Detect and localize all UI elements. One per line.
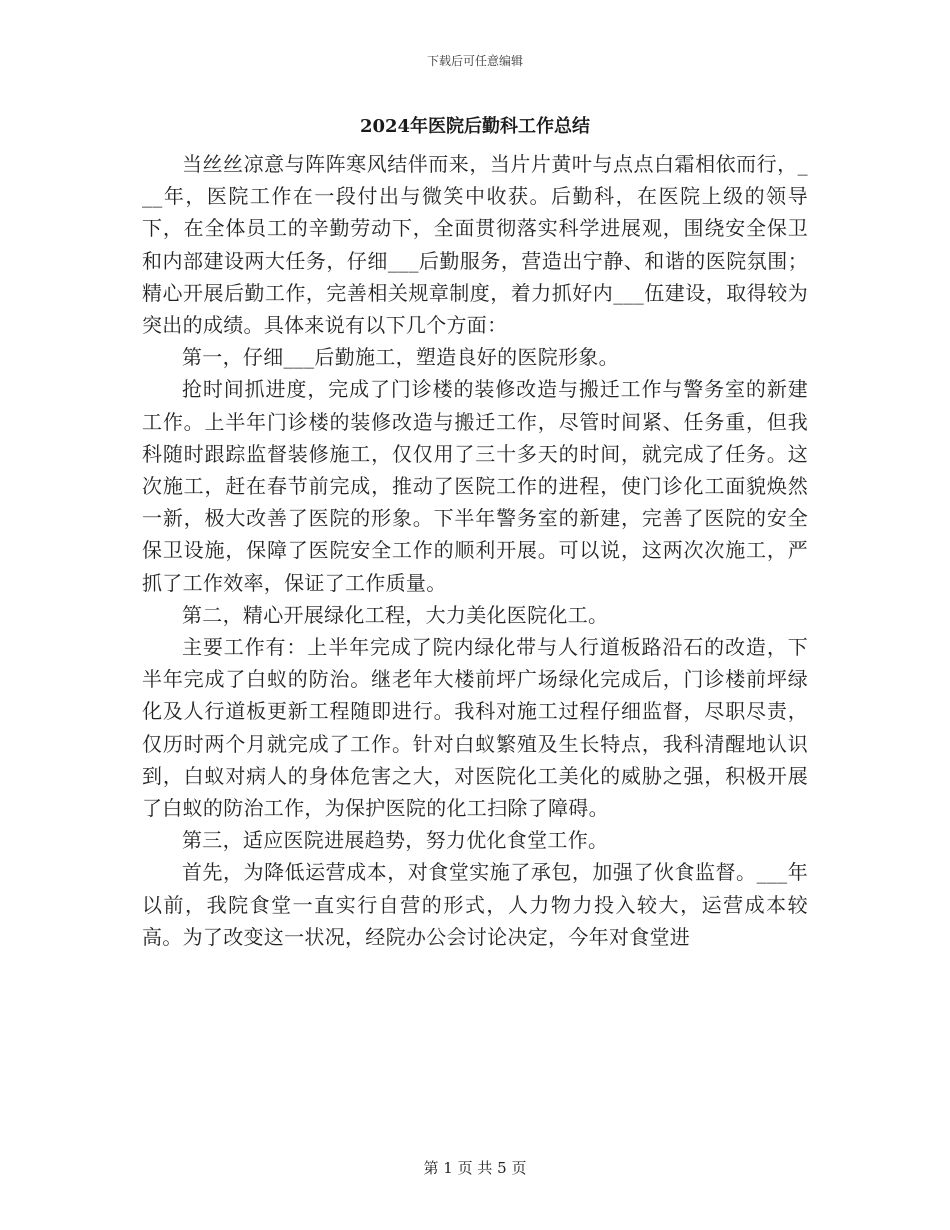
paragraph-section-1: 抢时间抓进度，完成了门诊楼的装修改造与搬迁工作与警务室的新建工作。上半年门诊楼的装修改造与搬迁工作，尽管时间紧、任务重，但我科随时跟踪监督装修施工，仅仅用了三十多天的时间，就完成了任务。这次施工，赶在春节前完成，推动了医院工作的进程，使门诊化工面貌焕然一新，极大改善了医院的形象。下半年警务室的新建，完善了医院的安全保卫设施，保障了医院安全工作的顺利开展。可以说，这两次次施工，严抓了工作效率，保证了工作质量。 xyxy=(142,377,808,595)
page-header-note: 下载后可任意编辑 xyxy=(426,54,523,68)
document-body xyxy=(142,148,808,953)
paragraph-intro: 当丝丝凉意与阵阵寒风结伴而来，当片片黄叶与点点白霜相依而行，___年，医院工作在一段付出与微笑中收获。后勤科，在医院上级的领导下，在全体员工的辛勤劳动下，全面贯彻落实科学进展观，围绕安全保卫和内部建设两大任务，仔细___后勤服务，营造出宁静、和谐的医院氛围；精心开展后勤工作，完善相关规章制度，着力抓好内___伍建设，取得较为突出的成绩。具体来说有以下几个方面： xyxy=(142,152,808,338)
page-number-footer: 第 1 页 共 5 页 xyxy=(423,1159,527,1177)
paragraph-section-2: 主要工作有：上半年完成了院内绿化带与人行道板路沿石的改造，下半年完成了白蚁的防治。继老年大楼前坪广场绿化完成后，门诊楼前坪绿化及人行道板更新工程随即进行。我科对施工过程仔细监督，尽职尽责，仅历时两个月就完成了工作。针对白蚁繁殖及生长特点，我科清醒地认识到，白蚁对病人的身体危害之大，对医院化工美化的威胁之强，积极开展了白蚁的防治工作，为保护医院的化工扫除了障碍。 xyxy=(142,635,808,821)
paragraph-heading-2: 第二，精心开展绿化工程，大力美化医院化工。 xyxy=(182,602,609,627)
paragraph-heading-3: 第三，适应医院进展趋势，努力优化食堂工作。 xyxy=(182,828,609,853)
paragraph-section-3: 首先，为降低运营成本，对食堂实施了承包，加强了伙食监督。___年以前，我院食堂一直实行自营的形式，人力物力投入较大，运营成本较高。为了改变这一状况，经院办公会讨论决定，今年对食堂进 xyxy=(142,860,808,949)
document-title: 2024年医院后勤科工作总结 xyxy=(359,116,591,137)
paragraph-heading-1: 第一，仔细___后勤施工，塑造良好的医院形象。 xyxy=(182,345,619,370)
